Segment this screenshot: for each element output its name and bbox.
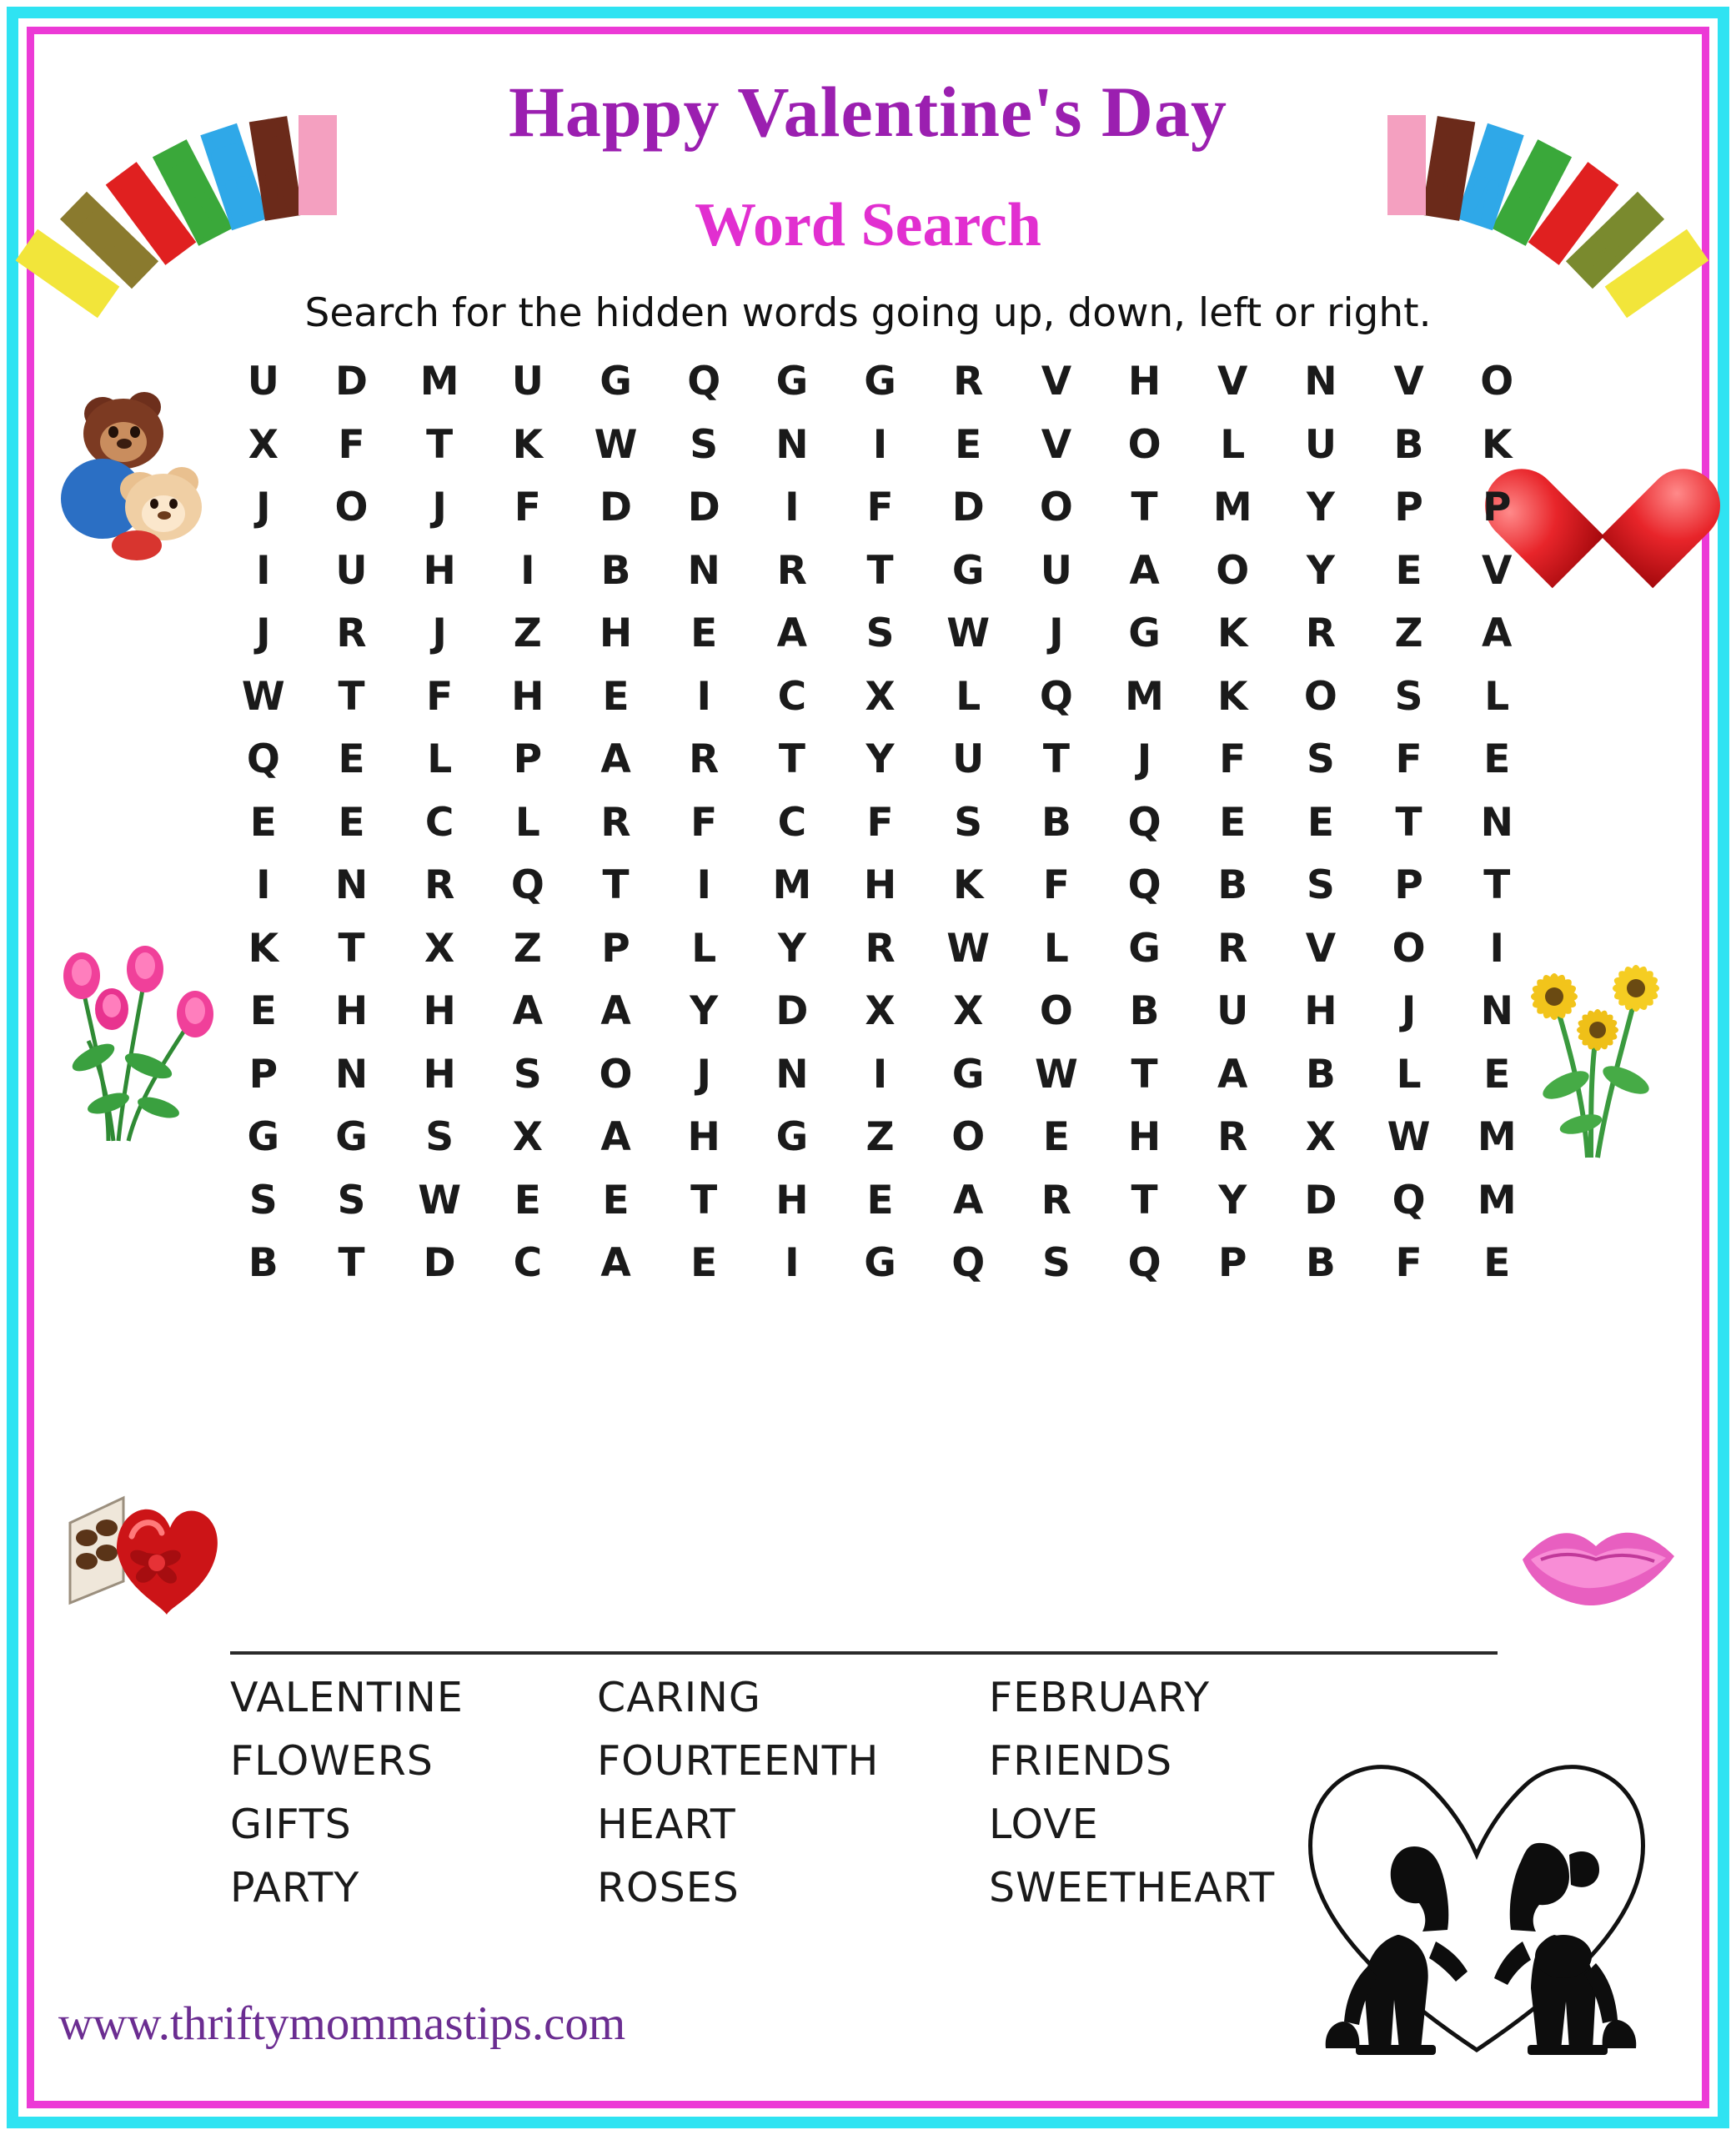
- grid-cell: H: [863, 862, 897, 909]
- grid-cell: N: [1480, 799, 1513, 846]
- grid-cell: R: [953, 359, 984, 405]
- grid-cell: I: [696, 862, 711, 909]
- grid-row: [219, 540, 1541, 603]
- grid-cell: N: [334, 862, 369, 909]
- grid-cell: A: [600, 988, 631, 1035]
- grid-row: [219, 728, 1541, 791]
- grid-cell: Z: [513, 610, 542, 657]
- grid-cell: S: [690, 421, 719, 468]
- grid-cell: M: [1125, 673, 1164, 720]
- word-list-column: [597, 1666, 989, 1920]
- grid-cell: Y: [1218, 1177, 1247, 1223]
- grid-row: [219, 854, 1541, 917]
- instructions-text: Search for the hidden words going up, down, left or right.: [304, 290, 1432, 336]
- grid-cell: Q: [1392, 1177, 1426, 1223]
- grid-cell: T: [338, 925, 365, 972]
- grid-cell: E: [338, 799, 365, 846]
- grid-cell: G: [775, 359, 809, 405]
- grid-cell: U: [511, 359, 544, 405]
- grid-cell: N: [775, 1051, 809, 1098]
- grid-cell: S: [425, 1114, 454, 1161]
- pink-roses-icon: [58, 932, 238, 1149]
- word-search-grid: [219, 350, 1541, 1295]
- grid-cell: K: [512, 421, 544, 468]
- grid-cell: G: [1128, 925, 1161, 972]
- grid-cell: R: [424, 862, 455, 909]
- grid-cell: R: [776, 547, 807, 594]
- grid-cell: V: [1041, 421, 1072, 468]
- grid-cell: V: [1482, 547, 1513, 594]
- grid-cell: U: [1304, 421, 1337, 468]
- grid-row: [219, 1106, 1541, 1169]
- grid-cell: Z: [513, 925, 542, 972]
- word-list-item: GIFTS: [230, 1801, 352, 1848]
- grid-cell: Y: [777, 925, 806, 972]
- grid-cell: B: [1305, 1240, 1336, 1287]
- grid-cell: T: [1042, 736, 1070, 783]
- grid-cell: I: [785, 1240, 800, 1287]
- grid-cell: O: [1039, 485, 1073, 531]
- grid-cell: M: [772, 862, 812, 909]
- grid-cell: T: [1131, 1177, 1158, 1223]
- word-list-item: VALENTINE: [230, 1674, 464, 1721]
- grid-cell: N: [1304, 359, 1337, 405]
- grid-cell: E: [1219, 799, 1247, 846]
- grid-cell: E: [602, 673, 630, 720]
- grid-cell: T: [866, 547, 894, 594]
- grid-cell: A: [600, 1114, 631, 1161]
- grid-cell: M: [1477, 1177, 1517, 1223]
- grid-cell: P: [513, 736, 543, 783]
- teddy-bears-icon: [57, 382, 232, 565]
- grid-cell: T: [338, 673, 365, 720]
- grid-cell: K: [248, 925, 279, 972]
- grid-cell: X: [865, 988, 896, 1035]
- grid-cell: X: [1305, 1114, 1337, 1161]
- grid-row: [219, 602, 1541, 666]
- grid-cell: U: [952, 736, 985, 783]
- grid-cell: E: [602, 1177, 630, 1223]
- grid-cell: S: [1041, 1240, 1071, 1287]
- grid-cell: J: [432, 610, 447, 657]
- grid-cell: K: [1217, 673, 1248, 720]
- grid-cell: B: [1217, 862, 1248, 909]
- grid-row: [219, 414, 1541, 477]
- grid-row: [219, 350, 1541, 414]
- grid-cell: O: [951, 1114, 986, 1161]
- grid-cell: F: [690, 799, 718, 846]
- page-title: Happy Valentine's Day: [508, 72, 1228, 152]
- grid-cell: F: [866, 799, 894, 846]
- grid-cell: R: [600, 799, 631, 846]
- grid-cell: Z: [1394, 610, 1423, 657]
- grid-cell: S: [248, 1177, 278, 1223]
- grid-cell: W: [241, 673, 285, 720]
- grid-cell: Q: [1039, 673, 1073, 720]
- grid-cell: S: [1306, 736, 1335, 783]
- grid-row: [219, 1169, 1541, 1233]
- grid-cell: G: [864, 359, 896, 405]
- grid-cell: P: [1394, 485, 1423, 531]
- grid-cell: T: [1395, 799, 1422, 846]
- grid-cell: G: [247, 1114, 280, 1161]
- grid-cell: V: [1217, 359, 1248, 405]
- grid-cell: D: [775, 988, 809, 1035]
- grid-row: [219, 917, 1541, 981]
- grid-cell: S: [513, 1051, 542, 1098]
- grid-cell: H: [775, 1177, 809, 1223]
- grid-cell: T: [778, 736, 805, 783]
- word-list-item: SWEETHEART: [989, 1864, 1276, 1911]
- grid-cell: E: [1395, 547, 1422, 594]
- grid-cell: B: [248, 1240, 278, 1287]
- word-list-item: PARTY: [230, 1864, 360, 1911]
- grid-cell: C: [777, 799, 807, 846]
- grid-cell: F: [1395, 736, 1422, 783]
- grid-cell: A: [600, 736, 631, 783]
- grid-cell: G: [775, 1114, 809, 1161]
- grid-cell: H: [1127, 1114, 1162, 1161]
- grid-cell: L: [514, 799, 540, 846]
- grid-cell: J: [256, 485, 271, 531]
- grid-cell: S: [1306, 862, 1335, 909]
- grid-cell: L: [1043, 925, 1069, 972]
- grid-cell: T: [1483, 862, 1511, 909]
- grid-cell: E: [1042, 1114, 1070, 1161]
- grid-cell: G: [335, 1114, 368, 1161]
- grid-cell: K: [953, 862, 984, 909]
- grid-cell: U: [1040, 547, 1072, 594]
- grid-cell: K: [1217, 610, 1248, 657]
- grid-cell: G: [600, 359, 632, 405]
- grid-cell: J: [1049, 610, 1064, 657]
- grid-cell: V: [1305, 925, 1337, 972]
- grid-cell: T: [1131, 1051, 1158, 1098]
- grid-cell: L: [1484, 673, 1510, 720]
- grid-cell: D: [951, 485, 985, 531]
- grid-cell: X: [865, 673, 896, 720]
- grid-cell: O: [334, 485, 369, 531]
- grid-cell: U: [1217, 988, 1249, 1035]
- grid-cell: Y: [865, 736, 895, 783]
- grid-cell: H: [334, 988, 369, 1035]
- grid-cell: N: [687, 547, 720, 594]
- grid-cell: R: [1217, 1114, 1248, 1161]
- grid-cell: C: [424, 799, 454, 846]
- grid-cell: G: [1128, 610, 1161, 657]
- grid-cell: O: [1127, 421, 1162, 468]
- grid-cell: D: [687, 485, 720, 531]
- grid-cell: O: [599, 1051, 633, 1098]
- grid-cell: S: [954, 799, 983, 846]
- grid-cell: M: [419, 359, 459, 405]
- grid-cell: B: [600, 547, 631, 594]
- grid-cell: E: [249, 988, 277, 1035]
- grid-cell: L: [691, 925, 717, 972]
- grid-cell: Y: [690, 988, 719, 1035]
- grid-cell: F: [514, 485, 541, 531]
- grid-cell: Q: [951, 1240, 986, 1287]
- grid-cell: A: [776, 610, 808, 657]
- grid-cell: L: [1220, 421, 1246, 468]
- grid-cell: V: [1393, 359, 1424, 405]
- grid-cell: T: [338, 1240, 365, 1287]
- grid-cell: S: [337, 1177, 366, 1223]
- grid-cell: D: [423, 1240, 456, 1287]
- grid-cell: R: [1217, 925, 1248, 972]
- word-list-item: FOURTEENTH: [597, 1737, 880, 1785]
- grid-cell: A: [1217, 1051, 1248, 1098]
- grid-cell: W: [946, 610, 991, 657]
- grid-cell: H: [599, 610, 633, 657]
- grid-cell: H: [423, 1051, 456, 1098]
- wordlist-divider: [230, 1651, 1498, 1655]
- grid-cell: L: [956, 673, 981, 720]
- grid-cell: T: [690, 1177, 718, 1223]
- grid-row: [219, 1043, 1541, 1107]
- grid-cell: N: [334, 1051, 369, 1098]
- grid-cell: P: [1218, 1240, 1247, 1287]
- grid-cell: I: [256, 547, 271, 594]
- grid-cell: V: [1041, 359, 1072, 405]
- grid-cell: O: [1392, 925, 1426, 972]
- grid-cell: O: [1216, 547, 1250, 594]
- grid-cell: U: [247, 359, 279, 405]
- grid-cell: Q: [687, 359, 721, 405]
- grid-cell: T: [426, 421, 454, 468]
- word-list-item: CARING: [597, 1674, 761, 1721]
- grid-cell: I: [696, 673, 711, 720]
- grid-cell: D: [600, 485, 633, 531]
- grid-cell: Q: [1127, 862, 1162, 909]
- grid-cell: F: [1042, 862, 1070, 909]
- grid-cell: D: [335, 359, 369, 405]
- grid-cell: D: [1304, 1177, 1337, 1223]
- grid-cell: F: [426, 673, 454, 720]
- grid-cell: O: [1303, 673, 1337, 720]
- grid-cell: J: [1136, 736, 1152, 783]
- grid-cell: H: [511, 673, 544, 720]
- website-url: www.thriftymommastips.com: [58, 1997, 626, 2050]
- grid-cell: Q: [246, 736, 280, 783]
- grid-cell: R: [1041, 1177, 1071, 1223]
- word-list-item: FEBRUARY: [989, 1674, 1211, 1721]
- grid-cell: L: [427, 736, 453, 783]
- grid-cell: H: [1127, 359, 1162, 405]
- grid-cell: W: [594, 421, 638, 468]
- grid-cell: H: [687, 1114, 720, 1161]
- page-subtitle: Word Search: [695, 191, 1041, 259]
- word-list-item: ROSES: [597, 1864, 740, 1911]
- grid-cell: H: [423, 988, 456, 1035]
- grid-cell: P: [248, 1051, 278, 1098]
- grid-cell: X: [953, 988, 984, 1035]
- grid-cell: O: [1480, 359, 1514, 405]
- grid-cell: T: [1131, 485, 1158, 531]
- grid-cell: K: [1482, 421, 1513, 468]
- grid-cell: B: [1393, 421, 1424, 468]
- grid-cell: E: [249, 799, 277, 846]
- grid-cell: N: [775, 421, 809, 468]
- grid-cell: E: [1307, 799, 1334, 846]
- grid-cell: G: [864, 1240, 896, 1287]
- grid-cell: I: [520, 547, 535, 594]
- grid-cell: S: [865, 610, 895, 657]
- grid-cell: R: [336, 610, 367, 657]
- grid-cell: F: [338, 421, 365, 468]
- grid-cell: C: [513, 1240, 543, 1287]
- grid-row: [219, 476, 1541, 540]
- grid-cell: I: [785, 485, 800, 531]
- grid-cell: X: [248, 421, 278, 468]
- grid-cell: A: [1129, 547, 1160, 594]
- grid-cell: E: [955, 421, 982, 468]
- word-list-item: HEART: [597, 1801, 736, 1848]
- grid-row: [219, 791, 1541, 855]
- grid-cell: R: [689, 736, 720, 783]
- grid-cell: C: [777, 673, 807, 720]
- grid-cell: I: [256, 862, 271, 909]
- grid-cell: W: [946, 925, 991, 972]
- grid-cell: R: [1305, 610, 1336, 657]
- grid-cell: O: [1039, 988, 1073, 1035]
- grid-cell: I: [872, 421, 888, 468]
- grid-cell: F: [1219, 736, 1247, 783]
- grid-cell: P: [1483, 485, 1512, 531]
- red-heart-icon: [1531, 419, 1689, 586]
- grid-row: [219, 666, 1541, 729]
- grid-cell: A: [600, 1240, 631, 1287]
- grid-cell: I: [1489, 925, 1504, 972]
- grid-cell: S: [1394, 673, 1423, 720]
- grid-cell: X: [424, 925, 455, 972]
- grid-cell: A: [512, 988, 544, 1035]
- grid-cell: E: [866, 1177, 894, 1223]
- word-list-item: LOVE: [989, 1801, 1099, 1848]
- grid-cell: E: [514, 1177, 541, 1223]
- grid-row: [219, 1232, 1541, 1295]
- grid-cell: Q: [1127, 1240, 1162, 1287]
- grid-cell: R: [865, 925, 896, 972]
- grid-cell: Q: [1127, 799, 1162, 846]
- word-list-column: [230, 1666, 597, 1920]
- word-list-item: FRIENDS: [989, 1737, 1173, 1785]
- grid-cell: E: [690, 1240, 718, 1287]
- grid-cell: G: [951, 1051, 985, 1098]
- grid-row: [219, 980, 1541, 1043]
- grid-cell: U: [335, 547, 368, 594]
- grid-cell: J: [696, 1051, 711, 1098]
- grid-cell: E: [1483, 736, 1511, 783]
- grid-cell: I: [872, 1051, 888, 1098]
- word-list-item: FLOWERS: [230, 1737, 434, 1785]
- grid-cell: Y: [1306, 485, 1335, 531]
- grid-cell: Y: [1306, 547, 1335, 594]
- grid-cell: H: [1304, 988, 1337, 1035]
- grid-cell: B: [1305, 1051, 1336, 1098]
- grid-cell: M: [1477, 1114, 1517, 1161]
- page-content: [40, 40, 1696, 2095]
- grid-cell: J: [432, 485, 447, 531]
- grid-cell: E: [1483, 1051, 1511, 1098]
- grid-cell: E: [338, 736, 365, 783]
- pink-lips-icon: [1516, 1508, 1683, 1616]
- grid-cell: A: [953, 1177, 984, 1223]
- grid-cell: Q: [510, 862, 544, 909]
- grid-cell: Z: [865, 1114, 895, 1161]
- grid-cell: W: [1387, 1114, 1431, 1161]
- grid-cell: A: [1482, 610, 1513, 657]
- grid-cell: P: [601, 925, 630, 972]
- chocolate-box-icon: [65, 1473, 232, 1623]
- grid-cell: E: [690, 610, 718, 657]
- grid-cell: W: [418, 1177, 462, 1223]
- grid-cell: J: [256, 610, 271, 657]
- grid-cell: L: [1396, 1051, 1422, 1098]
- grid-cell: J: [1401, 988, 1417, 1035]
- grid-cell: G: [951, 547, 985, 594]
- kissing-children-silhouette-icon: [1272, 1691, 1681, 2083]
- grid-cell: E: [1483, 1240, 1511, 1287]
- grid-cell: H: [423, 547, 456, 594]
- grid-cell: P: [1394, 862, 1423, 909]
- grid-cell: B: [1129, 988, 1160, 1035]
- grid-cell: T: [602, 862, 630, 909]
- grid-cell: M: [1212, 485, 1252, 531]
- grid-cell: N: [1480, 988, 1513, 1035]
- grid-cell: W: [1034, 1051, 1078, 1098]
- grid-cell: X: [512, 1114, 543, 1161]
- grid-cell: F: [1395, 1240, 1422, 1287]
- grid-cell: B: [1041, 799, 1071, 846]
- grid-cell: F: [866, 485, 894, 531]
